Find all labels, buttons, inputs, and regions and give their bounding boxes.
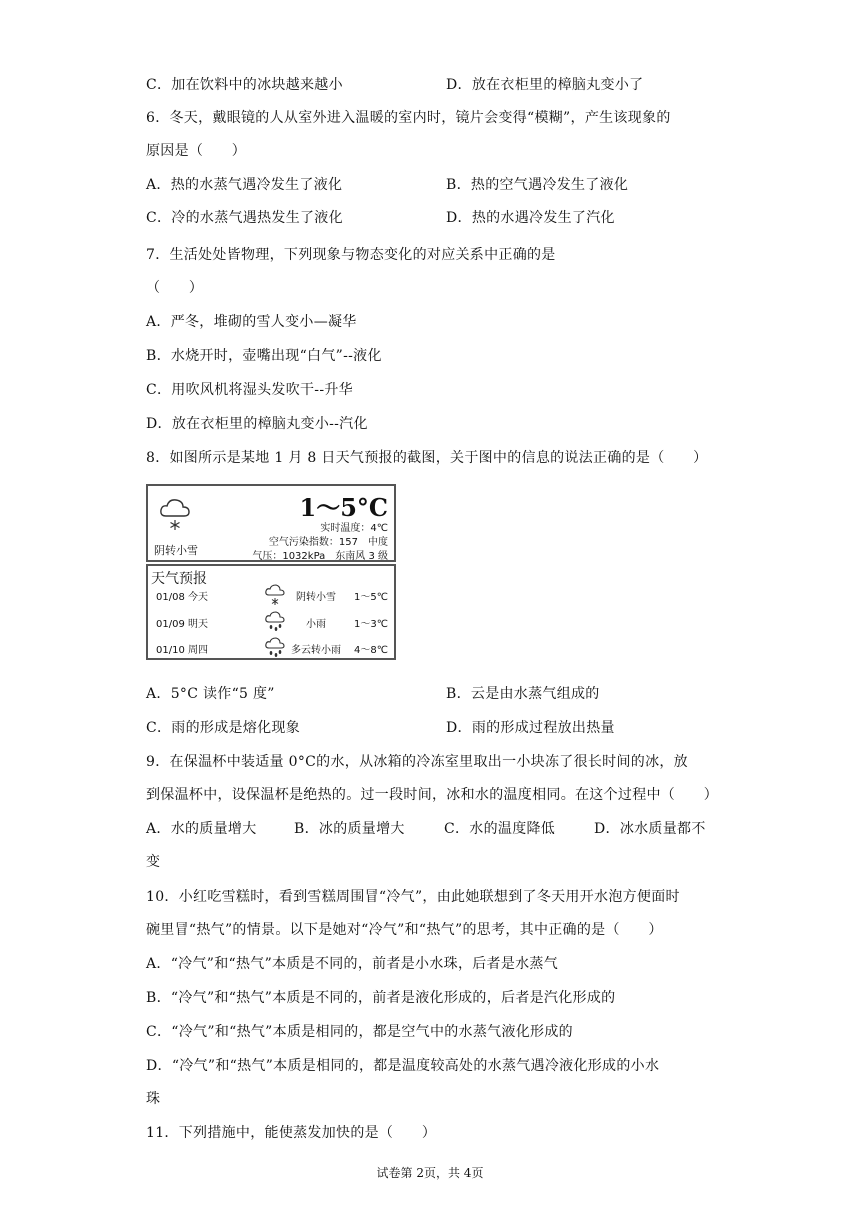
q9-stem-line1: 9．在保温杯中装适量 0°C的水，从冰箱的冷冻室里取出一小块冻了很长时间的冰，放 <box>146 754 688 770</box>
q9-option-d-continued: 变 <box>146 854 161 870</box>
q8-option-d: D．雨的形成过程放出热量 <box>446 720 615 736</box>
weather-temp-range: 1～5°C <box>299 493 388 522</box>
weather-forecast-figure <box>146 484 396 660</box>
q10-option-a: A．“冷气”和“热气”本质是不同的，前者是小水珠，后者是水蒸气 <box>146 956 559 972</box>
q6-stem-line1: 6．冬天，戴眼镜的人从室外进入温暖的室内时，镜片会变得“模糊”，产生该现象的 <box>146 110 671 126</box>
forecast-condition: 阴转小雪 <box>296 592 336 603</box>
forecast-temp: 1～5℃ <box>354 592 388 603</box>
q7-option-b: B．水烧开时，壶嘴出现“白气”--液化 <box>146 348 382 364</box>
q9-option-d: D．冰水质量都不 <box>594 821 706 837</box>
forecast-row <box>148 636 398 658</box>
q6-option-c: C．冷的水蒸气遇热发生了液化 <box>146 210 343 226</box>
q10-stem-line2: 碗里冒“热气”的情景。以下是她对“冷气”和“热气”的思考，其中正确的是（ ） <box>146 922 663 938</box>
q6-option-a: A．热的水蒸气遇冷发生了液化 <box>146 177 343 193</box>
weather-pressure-wind: 气压：1032kPa 东南风 3 级 <box>252 551 388 562</box>
q6-stem-line2: 原因是（ ） <box>146 143 247 159</box>
weather-realtime: 实时温度：4℃ <box>320 523 388 534</box>
q8-stem: 8．如图所示是某地 1 月 8 日天气预报的截图，关于图中的信息的说法正确的是（ ） <box>146 450 708 466</box>
forecast-temp: 1～3℃ <box>354 619 388 630</box>
q8-option-c: C．雨的形成是熔化现象 <box>146 720 301 736</box>
rain-cloud-icon <box>264 610 286 634</box>
rain-cloud-icon <box>264 636 286 660</box>
forecast-date: 01/10 周四 <box>156 645 208 656</box>
snow-cloud-icon <box>158 496 192 532</box>
forecast-date: 01/09 明天 <box>156 619 208 630</box>
snow-cloud-icon <box>264 583 286 607</box>
q5-option-c: C．加在饮料中的冰块越来越小 <box>146 77 343 93</box>
q9-option-b: B．冰的质量增大 <box>294 821 405 837</box>
weather-forecast-panel <box>146 564 396 660</box>
q9-option-c: C．水的温度降低 <box>444 821 556 837</box>
weather-condition: 阴转小雪 <box>154 544 198 557</box>
forecast-date: 01/08 今天 <box>156 592 208 603</box>
q9-option-a: A．水的质量增大 <box>146 821 257 837</box>
q10-stem-line1: 10．小红吃雪糕时，看到雪糕周围冒“冷气”，由此她联想到了冬天用开水泡方便面时 <box>146 889 680 905</box>
q10-option-b: B．“冷气”和“热气”本质是不同的，前者是液化形成的，后者是汽化形成的 <box>146 990 616 1006</box>
forecast-condition: 多云转小雨 <box>291 645 341 656</box>
q11-stem: 11．下列措施中，能使蒸发加快的是（ ） <box>146 1125 437 1141</box>
q7-option-c: C．用吹风机将湿头发吹干--升华 <box>146 382 353 398</box>
forecast-row <box>148 583 398 605</box>
forecast-temp: 4～8℃ <box>354 645 388 656</box>
forecast-row <box>148 610 398 632</box>
q6-option-d: D．热的水遇冷发生了汽化 <box>446 210 615 226</box>
forecast-condition: 小雨 <box>306 619 326 630</box>
forecast-title: 天气预报 <box>151 571 207 587</box>
q10-option-d-continued: 珠 <box>146 1091 161 1107</box>
q9-stem-line2: 到保温杯中，设保温杯是绝热的。过一段时间，冰和水的温度相同。在这个过程中（ ） <box>146 787 718 803</box>
page-footer: 试卷第 2页，共 4页 <box>376 1166 484 1180</box>
weather-current-panel <box>146 484 396 562</box>
q7-stem-line1: 7．生活处处皆物理，下列现象与物态变化的对应关系中正确的是 <box>146 247 556 263</box>
q6-option-b: B．热的空气遇冷发生了液化 <box>446 177 629 193</box>
q5-option-d: D．放在衣柜里的樟脑丸变小了 <box>446 77 644 93</box>
q7-option-a: A．严冬，堆砌的雪人变小—凝华 <box>146 314 357 330</box>
q10-option-c: C．“冷气”和“热气”本质是相同的，都是空气中的水蒸气液化形成的 <box>146 1024 573 1040</box>
q8-option-a: A．5°C 读作“5 度” <box>146 686 275 702</box>
q10-option-d: D．“冷气”和“热气”本质是相同的，都是温度较高处的水蒸气遇冷液化形成的小水 <box>146 1058 660 1074</box>
q7-stem-line2: （ ） <box>146 280 204 296</box>
q8-option-b: B．云是由水蒸气组成的 <box>446 686 600 702</box>
weather-air-quality: 空气污染指数：157 中度 <box>268 537 388 548</box>
q7-option-d: D．放在衣柜里的樟脑丸变小--汽化 <box>146 416 368 432</box>
